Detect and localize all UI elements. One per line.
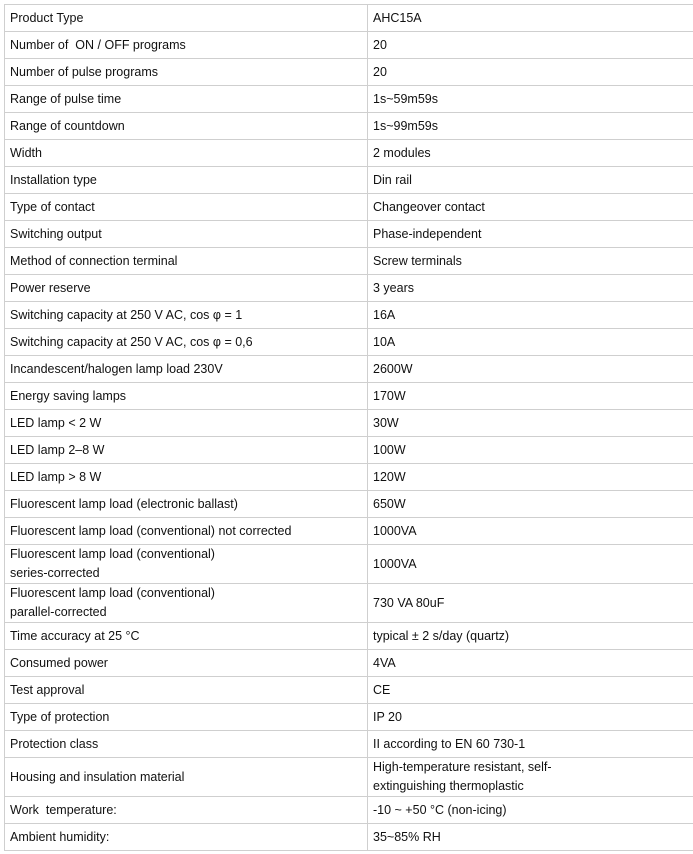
table-row bbox=[5, 383, 693, 410]
spec-value: 730 VA 80uF bbox=[368, 584, 693, 623]
table-row bbox=[5, 59, 693, 86]
table-row bbox=[5, 584, 693, 623]
spec-value: IP 20 bbox=[368, 704, 693, 731]
table-row bbox=[5, 302, 693, 329]
spec-value: CE bbox=[368, 677, 693, 704]
spec-value: 650W bbox=[368, 491, 693, 518]
spec-label: Work temperature: bbox=[5, 797, 368, 824]
spec-label: Range of pulse time bbox=[5, 86, 368, 113]
spec-label: Fluorescent lamp load (conventional) bbox=[10, 547, 215, 561]
spec-value: Din rail bbox=[368, 167, 693, 194]
spec-value: 20 bbox=[368, 32, 693, 59]
spec-value: 16A bbox=[368, 302, 693, 329]
spec-label-line2: parallel-corrected bbox=[10, 605, 107, 619]
spec-label: Incandescent/halogen lamp load 230V bbox=[5, 356, 368, 383]
spec-label: Switching output bbox=[5, 221, 368, 248]
spec-value: 1s~99m59s bbox=[368, 113, 693, 140]
spec-label: LED lamp > 8 W bbox=[5, 464, 368, 491]
spec-label: Type of protection bbox=[5, 704, 368, 731]
spec-label: Fluorescent lamp load (conventional) not corrected bbox=[5, 518, 368, 545]
table-row bbox=[5, 275, 693, 302]
table-row bbox=[5, 824, 693, 851]
table-row bbox=[5, 464, 693, 491]
spec-value: Changeover contact bbox=[368, 194, 693, 221]
spec-label: Energy saving lamps bbox=[5, 383, 368, 410]
spec-value-cell bbox=[368, 758, 693, 797]
spec-label-line2: series-corrected bbox=[10, 566, 100, 580]
spec-label: Switching capacity at 250 V AC, cos φ = 0,6 bbox=[5, 329, 368, 356]
spec-value: 10A bbox=[368, 329, 693, 356]
table-row bbox=[5, 650, 693, 677]
spec-label: Number of ON / OFF programs bbox=[5, 32, 368, 59]
table-row bbox=[5, 356, 693, 383]
spec-label: Time accuracy at 25 °C bbox=[5, 623, 368, 650]
table-row bbox=[5, 86, 693, 113]
spec-label-cell bbox=[5, 584, 368, 623]
spec-value: 2600W bbox=[368, 356, 693, 383]
spec-table bbox=[4, 4, 693, 851]
spec-value: AHC15A bbox=[368, 5, 693, 32]
table-row bbox=[5, 194, 693, 221]
spec-label: Method of connection terminal bbox=[5, 248, 368, 275]
spec-label-cell bbox=[5, 545, 368, 584]
table-row bbox=[5, 329, 693, 356]
table-row bbox=[5, 518, 693, 545]
spec-value: 2 modules bbox=[368, 140, 693, 167]
spec-label: Power reserve bbox=[5, 275, 368, 302]
table-row bbox=[5, 731, 693, 758]
table-row bbox=[5, 491, 693, 518]
table-row bbox=[5, 410, 693, 437]
table-row bbox=[5, 677, 693, 704]
spec-value: 20 bbox=[368, 59, 693, 86]
spec-value: 3 years bbox=[368, 275, 693, 302]
table-row bbox=[5, 797, 693, 824]
table-row bbox=[5, 758, 693, 797]
spec-value: 1000VA bbox=[368, 518, 693, 545]
spec-value: 1s~59m59s bbox=[368, 86, 693, 113]
spec-value: High-temperature resistant, self- bbox=[373, 760, 552, 774]
spec-value: II according to EN 60 730-1 bbox=[368, 731, 693, 758]
table-row bbox=[5, 221, 693, 248]
spec-label: Product Type bbox=[5, 5, 368, 32]
spec-label: Fluorescent lamp load (electronic ballast) bbox=[5, 491, 368, 518]
spec-label: Installation type bbox=[5, 167, 368, 194]
table-row bbox=[5, 623, 693, 650]
spec-label: LED lamp < 2 W bbox=[5, 410, 368, 437]
table-row bbox=[5, 545, 693, 584]
table-row bbox=[5, 140, 693, 167]
spec-value: typical ± 2 s/day (quartz) bbox=[368, 623, 693, 650]
spec-label: Type of contact bbox=[5, 194, 368, 221]
spec-value: 170W bbox=[368, 383, 693, 410]
spec-value-line2: extinguishing thermoplastic bbox=[373, 779, 524, 793]
spec-value: 1000VA bbox=[368, 545, 693, 584]
spec-value: -10 ~ +50 °C (non-icing) bbox=[368, 797, 693, 824]
spec-label: LED lamp 2–8 W bbox=[5, 437, 368, 464]
table-row bbox=[5, 437, 693, 464]
spec-value: 30W bbox=[368, 410, 693, 437]
table-row bbox=[5, 32, 693, 59]
spec-label: Switching capacity at 250 V AC, cos φ = 1 bbox=[5, 302, 368, 329]
table-row bbox=[5, 167, 693, 194]
table-row bbox=[5, 248, 693, 275]
spec-value: 4VA bbox=[368, 650, 693, 677]
spec-value: Phase-independent bbox=[368, 221, 693, 248]
spec-label: Fluorescent lamp load (conventional) bbox=[10, 586, 215, 600]
spec-label: Number of pulse programs bbox=[5, 59, 368, 86]
spec-label: Ambient humidity: bbox=[5, 824, 368, 851]
table-row bbox=[5, 704, 693, 731]
spec-label: Consumed power bbox=[5, 650, 368, 677]
spec-label: Width bbox=[5, 140, 368, 167]
table-row bbox=[5, 5, 693, 32]
spec-value: Screw terminals bbox=[368, 248, 693, 275]
spec-label: Test approval bbox=[5, 677, 368, 704]
spec-value: 100W bbox=[368, 437, 693, 464]
spec-value: 120W bbox=[368, 464, 693, 491]
spec-label: Housing and insulation material bbox=[5, 758, 368, 797]
table-row bbox=[5, 113, 693, 140]
spec-label: Protection class bbox=[5, 731, 368, 758]
spec-value: 35~85% RH bbox=[368, 824, 693, 851]
spec-label: Range of countdown bbox=[5, 113, 368, 140]
